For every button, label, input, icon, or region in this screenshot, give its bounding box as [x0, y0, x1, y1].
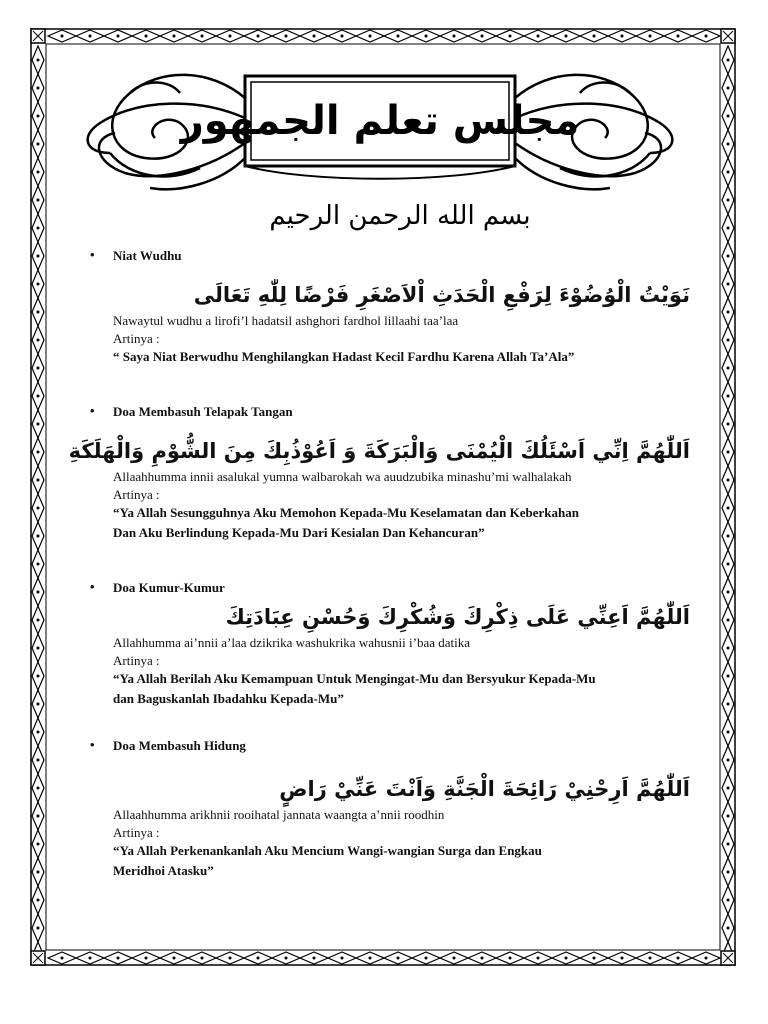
bullet-icon: • [90, 403, 95, 418]
meaning-text-line-1: “Ya Allah Berilah Aku Kemampuan Untuk Mengingat-Mu dan Bersyukur Kepada-Mu [113, 671, 596, 686]
section-heading [90, 580, 690, 596]
header-title-arabic: مجلس تعلم الجمهور [180, 98, 580, 144]
basmalah-calligraphy: بسم الله الرحمن الرحيم [269, 201, 531, 231]
meaning-text: “ Saya Niat Berwudhu Menghilangkan Hadast Kecil Fardhu Karena Allah Ta’Ala” [113, 349, 575, 364]
section-membasuh-telapak-tangan [68, 403, 690, 543]
meaning-text-line-2: dan Baguskanlah Ibadahku Kepada-Mu” [113, 691, 344, 706]
arabic-prayer: اَللّٰهُمَّ اِنِّي اَسْئَلُكَ الْيُمْنَى وَالْبَرَكَةَ وَ اَعُوْذُبِكَ مِنَ الشُّوْمِ وَالْهَلَكَةِ [68, 439, 690, 463]
meaning-label: Artinya : [113, 653, 160, 668]
meaning-text-line-2: Dan Aku Berlindung Kepada-Mu Dari Kesialan Dan Kehancuran” [113, 525, 485, 540]
heading-text: Doa Kumur-Kumur [113, 580, 225, 595]
meaning-label: Artinya : [113, 331, 160, 346]
calligraphy-header-frame [70, 58, 690, 198]
arabic-prayer: اَللّٰهُمَّ اَعِنِّي عَلَى ذِكْرِكَ وَشُكْرِكَ وَحُسْنِ عِبَادَتِكَ [225, 605, 690, 629]
latin-transliteration: Allaahhumma arikhnii rooihatal jannata waangta a’nnii roodhin [113, 807, 445, 822]
meaning-label: Artinya : [113, 487, 160, 502]
meaning-text-line-1: “Ya Allah Perkenankanlah Aku Mencium Wangi-wangian Surga dan Engkau [113, 843, 542, 858]
heading-text: Niat Wudhu [113, 248, 182, 263]
meaning-text-line-1: “Ya Allah Sesungguhnya Aku Memohon Kepada-Mu Keselamatan dan Keberkahan [113, 505, 579, 520]
section-heading [90, 248, 690, 264]
bullet-icon: • [90, 737, 95, 752]
section-membasuh-hidung [90, 738, 690, 881]
arabic-prayer: نَوَيْتُ الْوُضُوْءَ لِرَفْعِ الْحَدَثِ اْلاَصْغَرِ فَرْضًا لِلّٰهِ تَعَالَى [193, 283, 690, 307]
bullet-icon: • [90, 247, 95, 262]
bullet-icon: • [90, 579, 95, 594]
latin-transliteration: Allaahhumma innii asalukal yumna walbarokah wa auudzubika minashu’mi walhalakah [113, 469, 572, 484]
latin-transliteration: Allahhumma ai’nnii a’laa dzikrika washukrika wahusnii i’baa datika [113, 635, 471, 650]
latin-transliteration: Nawaytul wudhu a lirofi’l hadatsil ashghori fardhol lillaahi taa’laa [113, 313, 459, 328]
section-niat-wudhu [90, 248, 690, 367]
arabic-prayer: اَللّٰهُمَّ اَرِحْنِيْ رَائِحَةَ الْجَنَّةِ وَاَنْتَ عَنِّيْ رَاضٍ [279, 777, 690, 801]
heading-text: Doa Membasuh Telapak Tangan [113, 404, 293, 419]
heading-text: Doa Membasuh Hidung [113, 738, 246, 753]
section-heading [90, 404, 690, 420]
section-heading [90, 738, 690, 754]
meaning-label: Artinya : [113, 825, 160, 840]
meaning-text-line-2: Meridhoi Atasku” [113, 863, 214, 878]
section-kumur-kumur [90, 580, 690, 709]
